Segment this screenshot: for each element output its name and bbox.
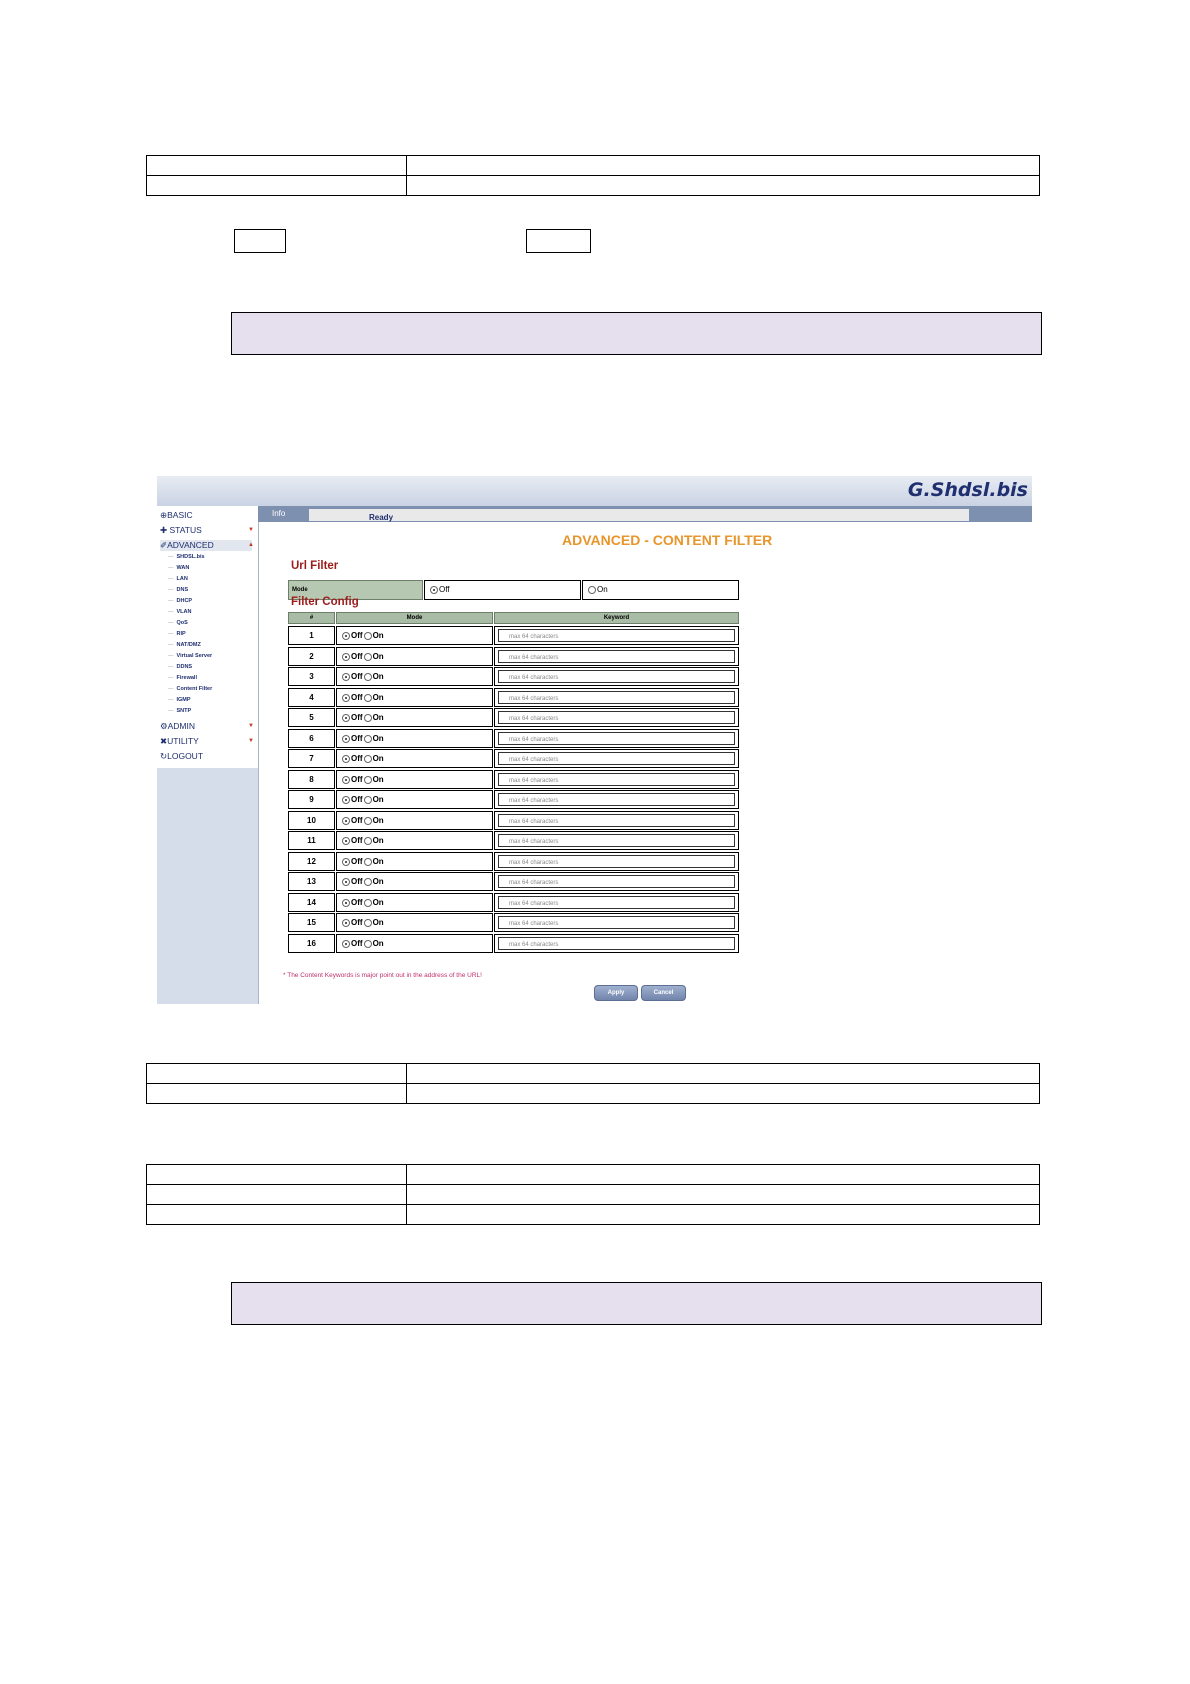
off-label: Off	[351, 672, 363, 682]
doc-table-top	[146, 155, 1040, 196]
radio-on-icon[interactable]	[364, 837, 372, 845]
radio-on-icon[interactable]	[364, 796, 372, 804]
radio-on-icon[interactable]	[364, 653, 372, 661]
sidebar-sub-igmp[interactable]: — IGMP	[168, 697, 191, 703]
filter-config-title: Filter Config	[291, 596, 359, 608]
url-filter-off-option[interactable]	[424, 580, 581, 600]
on-label: On	[372, 816, 384, 826]
brand-logo: G.Shdsl.bis	[907, 479, 1028, 501]
radio-off-icon[interactable]	[342, 858, 350, 866]
row-mode-cell	[336, 872, 493, 891]
sidebar-sub-lan[interactable]: — LAN	[168, 576, 188, 582]
sidebar-sub-rip[interactable]: — RIP	[168, 631, 186, 637]
row-number: 1	[288, 626, 335, 645]
on-label: On	[372, 857, 384, 867]
radio-on-icon[interactable]	[364, 694, 372, 702]
off-label: Off	[351, 693, 363, 703]
off-label: Off	[351, 816, 363, 826]
on-label: On	[372, 754, 384, 764]
column-header-num: #	[288, 612, 335, 624]
row-number: 4	[288, 688, 335, 707]
keyword-input[interactable]: max 64 characters	[498, 752, 735, 765]
radio-off-icon[interactable]	[342, 817, 350, 825]
row-mode-cell	[336, 688, 493, 707]
row-keyword-cell	[494, 770, 739, 789]
keyword-input[interactable]: max 64 characters	[498, 629, 735, 642]
sidebar-sub-ddns[interactable]: — DDNS	[168, 664, 193, 670]
sidebar-item-utility[interactable]: ✖UTILITY	[160, 736, 199, 746]
on-label: On	[372, 652, 384, 662]
doc-small-box-left	[234, 229, 286, 253]
row-number: 11	[288, 831, 335, 850]
keyword-input[interactable]: max 64 characters	[498, 670, 735, 683]
radio-on-icon[interactable]	[364, 940, 372, 948]
radio-off-icon[interactable]	[342, 837, 350, 845]
doc-small-box-right	[526, 229, 591, 253]
radio-off-icon[interactable]	[342, 632, 350, 640]
radio-off-icon[interactable]	[342, 776, 350, 784]
sidebar-sub-dhcp[interactable]: — DHCP	[168, 598, 193, 604]
keyword-input[interactable]: max 64 characters	[498, 814, 735, 827]
off-label: Off	[351, 652, 363, 662]
radio-off-icon[interactable]	[342, 796, 350, 804]
radio-on-icon[interactable]	[364, 899, 372, 907]
keyword-input[interactable]: max 64 characters	[498, 732, 735, 745]
row-number: 5	[288, 708, 335, 727]
row-keyword-cell	[494, 913, 739, 932]
row-mode-cell	[336, 913, 493, 932]
off-label: Off	[351, 713, 363, 723]
row-mode-cell	[336, 934, 493, 953]
radio-off-icon[interactable]	[342, 673, 350, 681]
sidebar-item-status[interactable]: ✚ STATUS	[160, 525, 202, 535]
header-banner	[157, 476, 1032, 506]
off-label: Off	[351, 918, 363, 928]
off-label: Off	[351, 877, 363, 887]
radio-off-icon[interactable]	[342, 694, 350, 702]
off-label: Off	[351, 857, 363, 867]
radio-off-icon[interactable]	[342, 899, 350, 907]
row-keyword-cell	[494, 708, 739, 727]
on-label: On	[372, 939, 384, 949]
sidebar-sub-shdsl[interactable]: — SHDSL.bis	[168, 554, 205, 560]
off-label: Off	[351, 898, 363, 908]
chevron-down-icon: ▼	[248, 527, 254, 533]
keyword-input[interactable]: max 64 characters	[498, 896, 735, 909]
row-keyword-cell	[494, 852, 739, 871]
row-number: 15	[288, 913, 335, 932]
column-header-mode: Mode	[336, 612, 493, 624]
row-keyword-cell	[494, 688, 739, 707]
off-label: Off	[351, 836, 363, 846]
keyword-input[interactable]: max 64 characters	[498, 650, 735, 663]
on-label: On	[372, 672, 384, 682]
url-filter-on-label: On	[597, 585, 608, 594]
row-keyword-cell	[494, 626, 739, 645]
radio-off-icon[interactable]	[342, 940, 350, 948]
radio-off-icon[interactable]	[342, 653, 350, 661]
doc-note-box-bottom	[231, 1282, 1042, 1325]
row-keyword-cell	[494, 729, 739, 748]
sidebar	[157, 506, 259, 1004]
row-mode-cell	[336, 647, 493, 666]
row-mode-cell	[336, 893, 493, 912]
on-label: On	[372, 713, 384, 723]
url-filter-off-label: Off	[439, 585, 450, 594]
on-label: On	[372, 795, 384, 805]
keyword-input[interactable]: max 64 characters	[498, 937, 735, 950]
sidebar-sub-vlan[interactable]: — VLAN	[168, 609, 192, 615]
sidebar-sub-nat-dmz[interactable]: — NAT/DMZ	[168, 642, 201, 648]
on-label: On	[372, 775, 384, 785]
info-label: Info	[272, 509, 286, 518]
chevron-up-icon: ▲	[248, 542, 254, 548]
status-text: Ready	[369, 513, 394, 522]
row-keyword-cell	[494, 667, 739, 686]
row-number: 13	[288, 872, 335, 891]
doc-table-middle	[146, 1063, 1040, 1104]
keyword-input[interactable]: max 64 characters	[498, 834, 735, 847]
page-title: ADVANCED - CONTENT FILTER	[562, 532, 773, 548]
keyword-input[interactable]: max 64 characters	[498, 773, 735, 786]
sidebar-sub-dns[interactable]: — DNS	[168, 587, 189, 593]
row-keyword-cell	[494, 647, 739, 666]
radio-off-icon[interactable]	[342, 878, 350, 886]
row-number: 7	[288, 749, 335, 768]
radio-on-icon[interactable]	[364, 817, 372, 825]
url-filter-title: Url Filter	[291, 560, 339, 572]
row-keyword-cell	[494, 749, 739, 768]
on-label: On	[372, 693, 384, 703]
row-mode-cell	[336, 667, 493, 686]
keyword-input[interactable]: max 64 characters	[498, 793, 735, 806]
row-number: 8	[288, 770, 335, 789]
row-keyword-cell	[494, 893, 739, 912]
radio-on-icon[interactable]	[364, 858, 372, 866]
row-number: 16	[288, 934, 335, 953]
row-number: 14	[288, 893, 335, 912]
row-number: 6	[288, 729, 335, 748]
sidebar-sub-wan[interactable]: — WAN	[168, 565, 190, 571]
keyword-input[interactable]: max 64 characters	[498, 855, 735, 868]
info-bar	[258, 506, 1032, 522]
sidebar-item-admin[interactable]: ⚙ADMIN	[160, 721, 196, 731]
doc-note-box-top	[231, 312, 1042, 355]
sidebar-sub-firewall[interactable]: — Firewall	[168, 675, 197, 681]
row-keyword-cell	[494, 831, 739, 850]
keyword-input[interactable]: max 64 characters	[498, 916, 735, 929]
cancel-button[interactable]: Cancel	[641, 985, 686, 1001]
on-label: On	[372, 877, 384, 887]
row-mode-cell	[336, 831, 493, 850]
radio-on-icon[interactable]	[364, 735, 372, 743]
radio-on-icon[interactable]	[364, 878, 372, 886]
off-label: Off	[351, 754, 363, 764]
radio-on-icon[interactable]	[364, 673, 372, 681]
apply-button[interactable]: Apply	[594, 985, 638, 1001]
column-header-keyword: Keyword	[494, 612, 739, 624]
url-filter-mode-label: Mode	[288, 580, 423, 600]
row-number: 9	[288, 790, 335, 809]
content-filter-note: * The Content Keywords is major point out in the address of the URL!	[283, 972, 482, 979]
status-field	[309, 509, 969, 521]
row-mode-cell	[336, 811, 493, 830]
radio-on-icon[interactable]	[364, 776, 372, 784]
sidebar-item-logout[interactable]: ↻LOGOUT	[160, 751, 204, 761]
off-label: Off	[351, 939, 363, 949]
off-label: Off	[351, 795, 363, 805]
keyword-input[interactable]: max 64 characters	[498, 691, 735, 704]
on-label: On	[372, 734, 384, 744]
radio-on-icon[interactable]	[364, 919, 372, 927]
row-mode-cell	[336, 626, 493, 645]
keyword-input[interactable]: max 64 characters	[498, 711, 735, 724]
row-number: 12	[288, 852, 335, 871]
row-mode-cell	[336, 708, 493, 727]
row-number: 3	[288, 667, 335, 686]
router-screenshot	[157, 476, 1032, 1004]
on-label: On	[372, 631, 384, 641]
on-label: On	[372, 898, 384, 908]
row-number: 2	[288, 647, 335, 666]
row-keyword-cell	[494, 790, 739, 809]
row-keyword-cell	[494, 811, 739, 830]
row-mode-cell	[336, 790, 493, 809]
sidebar-sub-virtual-server[interactable]: — Virtual Server	[168, 653, 213, 659]
sidebar-item-basic[interactable]: ⊕BASIC	[160, 510, 193, 520]
radio-off-icon[interactable]	[342, 755, 350, 763]
keyword-input[interactable]: max 64 characters	[498, 875, 735, 888]
radio-off-icon[interactable]	[342, 919, 350, 927]
radio-off-icon[interactable]	[342, 714, 350, 722]
radio-on-icon[interactable]	[364, 632, 372, 640]
radio-off-icon[interactable]	[342, 735, 350, 743]
url-filter-on-option[interactable]	[582, 580, 739, 600]
sidebar-sub-qos[interactable]: — QoS	[168, 620, 188, 626]
row-keyword-cell	[494, 934, 739, 953]
sidebar-item-advanced[interactable]: ✐ADVANCED	[160, 540, 252, 551]
on-label: On	[372, 836, 384, 846]
row-mode-cell	[336, 770, 493, 789]
off-label: Off	[351, 631, 363, 641]
row-mode-cell	[336, 729, 493, 748]
off-label: Off	[351, 734, 363, 744]
on-label: On	[372, 918, 384, 928]
chevron-down-icon: ▼	[248, 738, 254, 744]
sidebar-sub-sntp[interactable]: — SNTP	[168, 708, 192, 714]
radio-on-icon[interactable]	[364, 714, 372, 722]
row-mode-cell	[336, 749, 493, 768]
chevron-down-icon: ▼	[248, 723, 254, 729]
doc-table-bottom	[146, 1164, 1040, 1225]
radio-on-icon[interactable]	[364, 755, 372, 763]
sidebar-sub-content-filter[interactable]: — Content Filter	[168, 686, 213, 692]
radio-selected-icon[interactable]	[430, 586, 438, 594]
row-number: 10	[288, 811, 335, 830]
row-mode-cell	[336, 852, 493, 871]
radio-unselected-icon[interactable]	[588, 586, 596, 594]
off-label: Off	[351, 775, 363, 785]
row-keyword-cell	[494, 872, 739, 891]
